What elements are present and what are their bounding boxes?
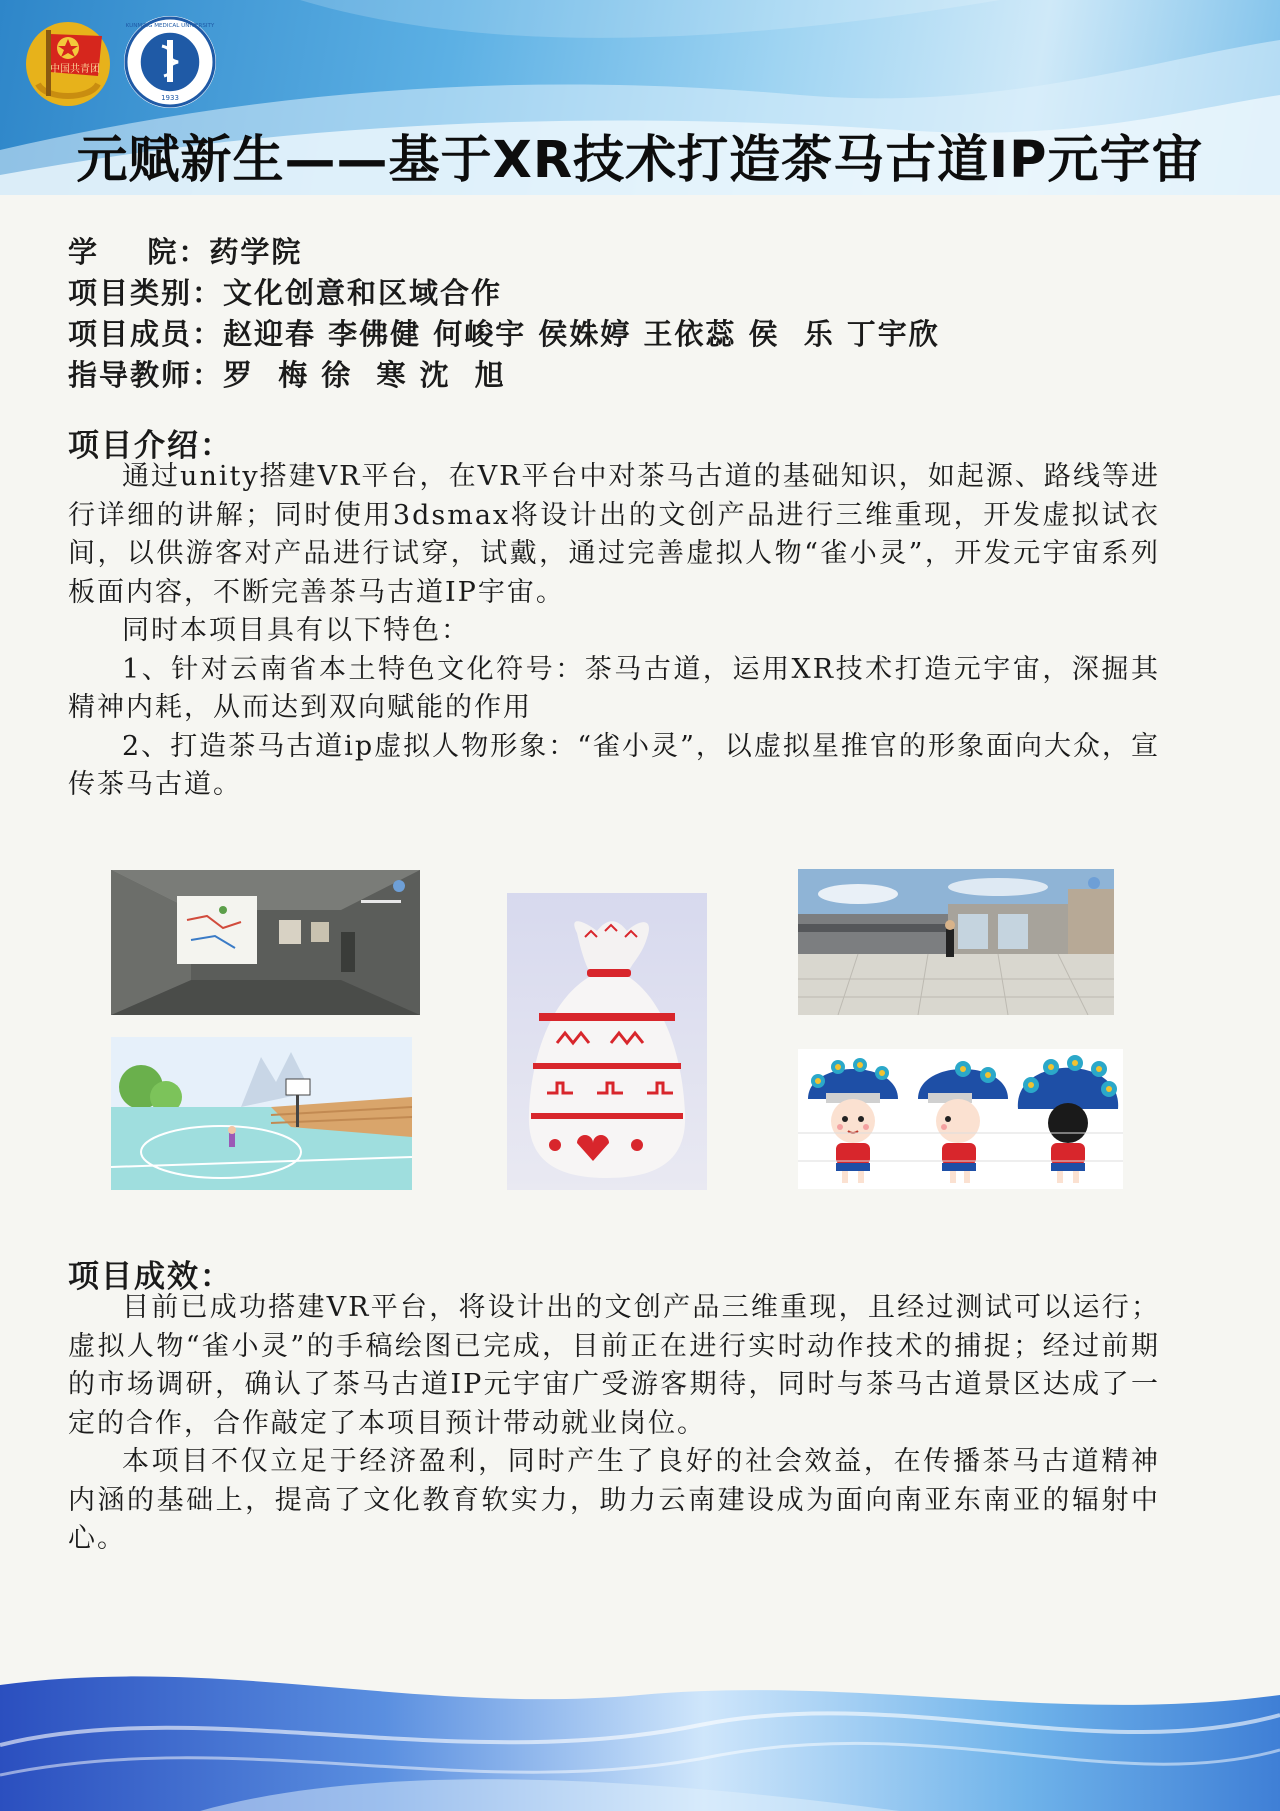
meta-value: 药学院 (209, 235, 303, 269)
intro-paragraph: 1、针对云南省本土特色文化符号：茶马古道，运用XR技术打造元宇宙，深掘其精神内耗，从而达到双向赋能的作用 (68, 653, 1160, 723)
meta-value: 赵迎春 李佛健 何峻宇 侯姝婷 王依蕊 侯 乐 丁宇欣 (223, 317, 940, 351)
que-xiaoling-character-turnaround (798, 1049, 1123, 1189)
meta-label: 项目类别： (68, 276, 224, 310)
page-title: 元赋新生——基于XR技术打造茶马古道IP元宇宙 (76, 131, 1204, 190)
intro-heading: 项目介绍： (68, 428, 233, 464)
header-banner (0, 0, 1280, 195)
knitted-bag-product-render (507, 893, 707, 1190)
meta-row-college (68, 232, 1218, 273)
uni-seal-text: KUNMING MEDICAL UNIVERSITY (125, 23, 215, 29)
vr-courtyard-screenshot (798, 869, 1114, 1015)
intro-paragraph: 2、打造茶马古道ip虚拟人物形象：“雀小灵”，以虚拟星推官的形象面向大众，宣传茶马古道。 (68, 730, 1160, 800)
project-meta (68, 232, 1218, 396)
intro-paragraph: 同时本项目具有以下特色： (122, 615, 470, 646)
results-paragraph: 目前已成功搭建VR平台，将设计出的文创产品三维重现，且经过测试可以运行；虚拟人物“雀小灵”的手稿绘图已完成，目前正在进行实时动作技术的捕捉；经过前期的市场调研，确认了茶马古道IP元宇宙广受游客期待，同时与茶马古道景区达成了一定的合作，合作敲定了本项目预计带动就业岗位。 (68, 1292, 1160, 1439)
meta-value: 文化创意和区域合作 (223, 276, 503, 310)
vr-basketball-court-screenshot (111, 1037, 412, 1190)
results-paragraph: 本项目不仅立足于经济盈利，同时产生了良好的社会效益，在传播茶马古道精神内涵的基础上，提高了文化教育软实力，助力云南建设成为面向南亚东南亚的辐射中心。 (68, 1446, 1160, 1554)
meta-label: 学 院： (68, 235, 210, 269)
intro-paragraph: 通过unity搭建VR平台，在VR平台中对茶马古道的基础知识，如起源、路线等进行详细的讲解；同时使用3dsmax将设计出的文创产品进行三维重现，开发虚拟试衣间，以供游客对产品进行试穿，试戴，通过完善虚拟人物“雀小灵”，开发元宇宙系列板面内容，不断完善茶马古道IP宇宙。 (68, 461, 1160, 608)
results-heading: 项目成效： (68, 1259, 233, 1295)
meta-label: 项目成员： (68, 317, 224, 351)
meta-label: 指导教师： (68, 358, 224, 392)
meta-row-members (68, 314, 1218, 355)
footer-wave-banner (0, 1655, 1280, 1811)
meta-row-category (68, 273, 1218, 314)
meta-row-advisors (68, 355, 1218, 396)
footer-wave-decoration (0, 1655, 1280, 1811)
communist-youth-league-logo (20, 14, 116, 110)
kunming-medical-university-seal (122, 14, 218, 110)
league-logo-text: 中国共青团 (50, 64, 100, 75)
meta-value: 罗 梅 徐 寒 沈 旭 (223, 358, 506, 392)
intro-body (68, 458, 1160, 805)
uni-seal-year: 1933 (161, 94, 179, 102)
results-body (68, 1289, 1160, 1559)
vr-gallery-screenshot (111, 870, 420, 1015)
